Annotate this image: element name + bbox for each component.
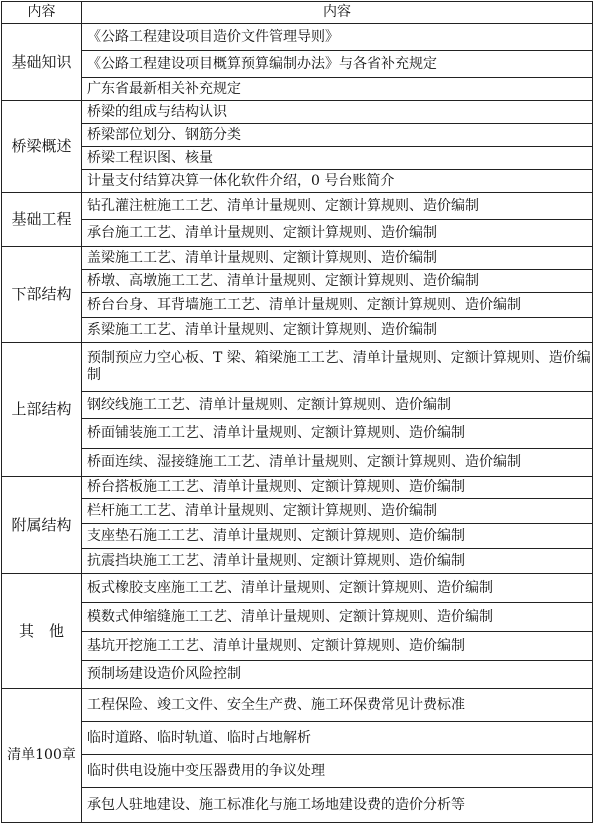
topic-cell: 桥梁的组成与结构认识 xyxy=(82,101,593,124)
table-row xyxy=(2,293,593,318)
table-row xyxy=(2,247,593,270)
topic-cell: 系梁施工工艺、清单计量规则、定额计算规则、造价编制 xyxy=(82,318,593,343)
table-row xyxy=(2,318,593,343)
table-row xyxy=(2,549,593,574)
table-row xyxy=(2,220,593,247)
header-row xyxy=(2,2,593,24)
category-cell: 桥梁概述 xyxy=(2,101,82,193)
header-cell-content: 内容 xyxy=(82,2,593,24)
table-row xyxy=(2,343,593,392)
table-row xyxy=(2,689,593,722)
category-cell: 附属结构 xyxy=(2,477,82,574)
topic-cell: 临时供电设施中变压器费用的争议处理 xyxy=(82,755,593,788)
topic-cell: 预制预应力空心板、T 梁、箱梁施工工艺、清单计量规则、定额计算规则、造价编制 xyxy=(82,343,593,392)
topic-cell: 桥墩、高墩施工工艺、清单计量规则、定额计算规则、造价编制 xyxy=(82,270,593,293)
curriculum-table xyxy=(1,1,593,823)
table-row xyxy=(2,270,593,293)
table-body xyxy=(2,2,593,823)
topic-cell: 钻孔灌注桩施工工艺、清单计量规则、定额计算规则、造价编制 xyxy=(82,193,593,220)
topic-cell: 承包人驻地建设、施工标准化与施工场地建设费的造价分析等 xyxy=(82,788,593,823)
topic-cell: 桥面连续、湿接缝施工工艺、清单计量规则、定额计算规则、造价编制 xyxy=(82,449,593,477)
topic-cell: 计量支付结算决算一体化软件介绍，0 号台账简介 xyxy=(82,170,593,193)
table-row xyxy=(2,722,593,755)
topic-cell: 《公路工程建设项目概算预算编制办法》与各省补充规定 xyxy=(82,51,593,78)
topic-cell: 支座垫石施工工艺、清单计量规则、定额计算规则、造价编制 xyxy=(82,524,593,549)
table-row xyxy=(2,788,593,823)
topic-cell: 临时道路、临时轨道、临时占地解析 xyxy=(82,722,593,755)
table-row xyxy=(2,603,593,632)
topic-cell: 板式橡胶支座施工工艺、清单计量规则、定额计算规则、造价编制 xyxy=(82,574,593,603)
table-row xyxy=(2,124,593,147)
table-row xyxy=(2,78,593,101)
table-row xyxy=(2,51,593,78)
topic-cell: 桥梁部位划分、钢筋分类 xyxy=(82,124,593,147)
table-row xyxy=(2,755,593,788)
topic-cell: 抗震挡块施工工艺、清单计量规则、定额计算规则、造价编制 xyxy=(82,549,593,574)
topic-cell: 桥台搭板施工工艺、清单计量规则、定额计算规则、造价编制 xyxy=(82,477,593,499)
topic-cell: 桥台台身、耳背墙施工工艺、清单计量规则、定额计算规则、造价编制 xyxy=(82,293,593,318)
category-cell: 其 他 xyxy=(2,574,82,689)
table-row xyxy=(2,477,593,499)
table-row xyxy=(2,101,593,124)
table-row xyxy=(2,499,593,524)
topic-cell: 模数式伸缩缝施工工艺、清单计量规则、定额计算规则、造价编制 xyxy=(82,603,593,632)
header-cell-category: 内容 xyxy=(2,2,82,24)
topic-cell: 栏杆施工工艺、清单计量规则、定额计算规则、造价编制 xyxy=(82,499,593,524)
table-row xyxy=(2,193,593,220)
topic-cell: 承台施工工艺、清单计量规则、定额计算规则、造价编制 xyxy=(82,220,593,247)
category-cell: 基础知识 xyxy=(2,24,82,101)
topic-cell: 盖梁施工工艺、清单计量规则、定额计算规则、造价编制 xyxy=(82,247,593,270)
table-row xyxy=(2,632,593,661)
topic-cell: 预制场建设造价风险控制 xyxy=(82,661,593,689)
table-row xyxy=(2,524,593,549)
table-row xyxy=(2,147,593,170)
category-cell: 上部结构 xyxy=(2,343,82,477)
category-cell: 清单100章 xyxy=(2,689,82,823)
table-row xyxy=(2,419,593,449)
topic-cell: 广东省最新相关补充规定 xyxy=(82,78,593,101)
table-row xyxy=(2,449,593,477)
table-row xyxy=(2,170,593,193)
topic-cell: 《公路工程建设项目造价文件管理导则》 xyxy=(82,24,593,51)
table-row xyxy=(2,24,593,51)
topic-cell: 桥面铺装施工工艺、清单计量规则、定额计算规则、造价编制 xyxy=(82,419,593,449)
category-cell: 下部结构 xyxy=(2,247,82,343)
topic-cell: 桥梁工程识图、核量 xyxy=(82,147,593,170)
topic-cell: 钢绞线施工工艺、清单计量规则、定额计算规则、造价编制 xyxy=(82,392,593,419)
table-row xyxy=(2,574,593,603)
table-row xyxy=(2,392,593,419)
table-row xyxy=(2,661,593,689)
topic-cell: 基坑开挖施工工艺、清单计量规则、定额计算规则、造价编制 xyxy=(82,632,593,661)
category-cell: 基础工程 xyxy=(2,193,82,247)
topic-cell: 工程保险、竣工文件、安全生产费、施工环保费常见计费标准 xyxy=(82,689,593,722)
